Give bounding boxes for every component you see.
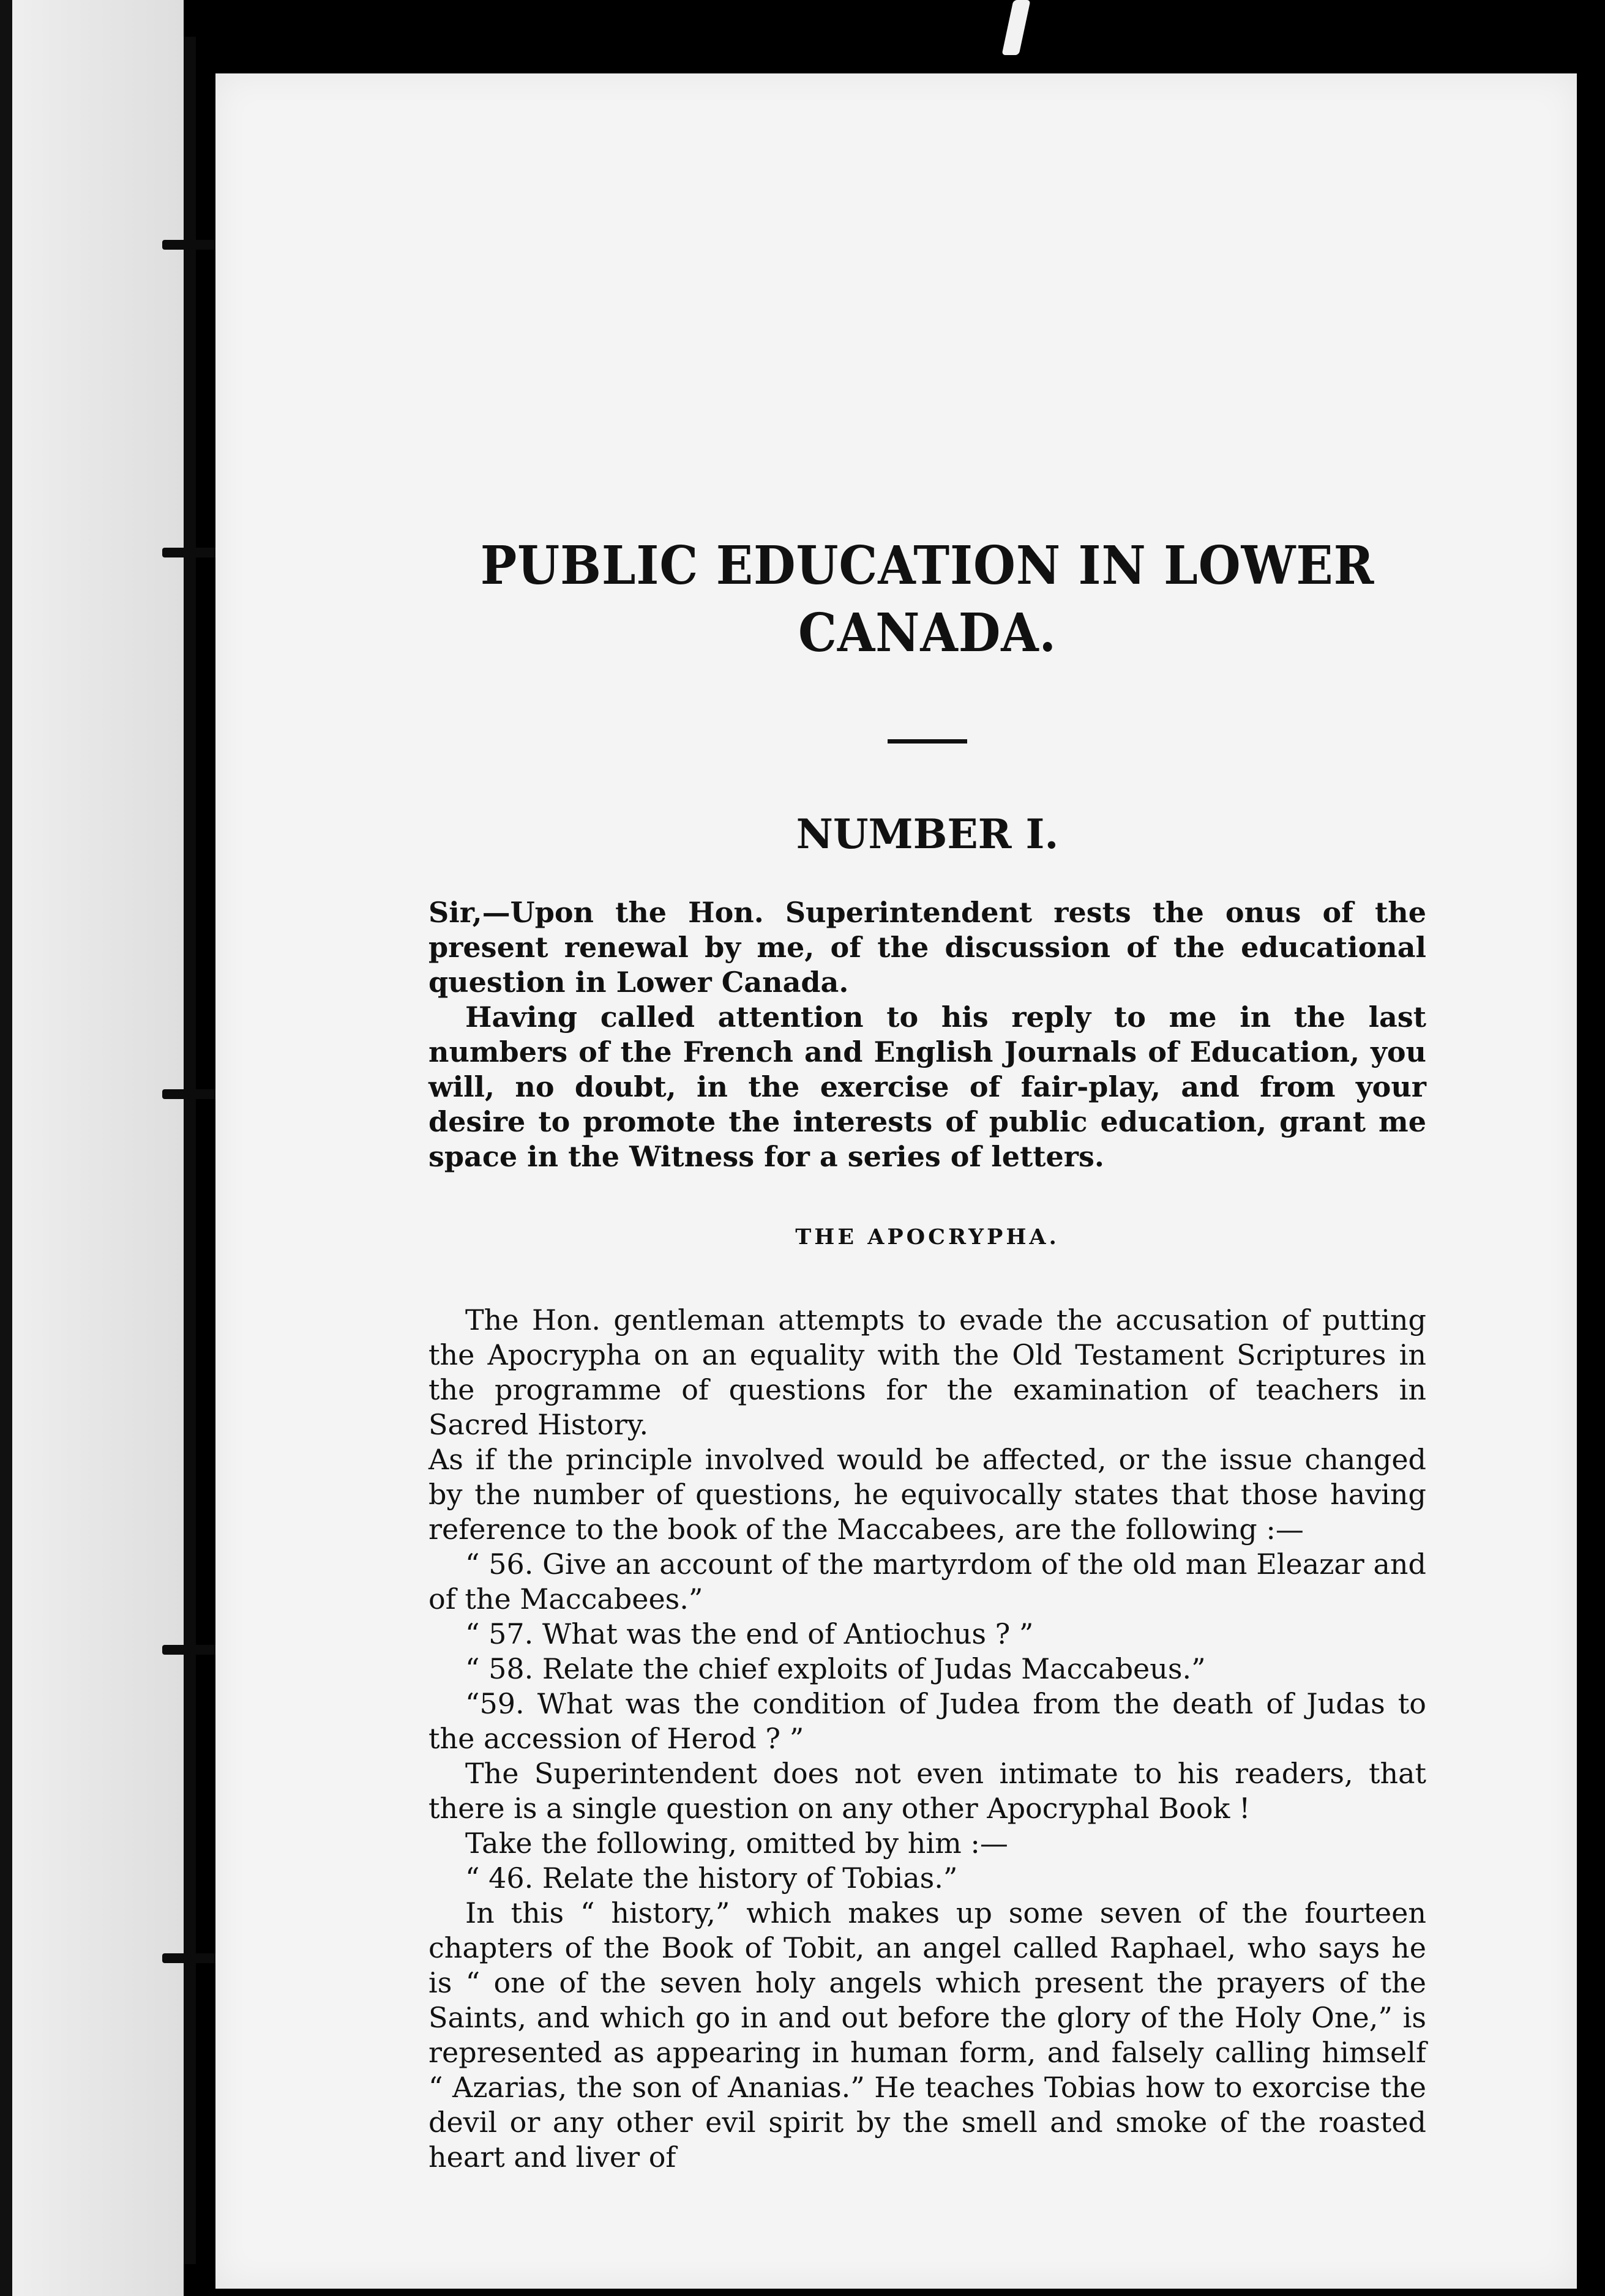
body-paragraph: Take the following, omitted by him :— bbox=[465, 1827, 1008, 1860]
previous-page-margin bbox=[0, 0, 184, 2296]
document-body bbox=[428, 532, 1426, 2175]
question-paragraph: “ 57. What was the end of Antiochus ? ” bbox=[465, 1617, 1034, 1650]
body-paragraph: The Superintendent does not even intimate to his readers, that there is a single question on any other Apocryphal Book ! bbox=[428, 1757, 1426, 1825]
question-paragraph: “59. What was the condition of Judea from the death of Judas to the accession of Herod ? ” bbox=[428, 1687, 1426, 1755]
body-paragraph: As if the principle involved would be affected, or the issue changed by the number of questions, he equivocally states that those having reference to the book of the Maccabees, are the following :— bbox=[428, 1443, 1426, 1546]
intro-paragraph: Having called attention to his reply to me in the last numbers of the French and English Journals of Education, you will, no doubt, in the exercise of fair-play, and from your desire to promote the interests of public education, grant me space in the Witness for a series of letters. bbox=[428, 1001, 1426, 1173]
top-edge-mark bbox=[1001, 0, 1030, 55]
body-block bbox=[428, 1303, 1426, 2175]
question-paragraph: “ 46. Relate the history of Tobias.” bbox=[465, 1862, 958, 1895]
binding-spine bbox=[184, 37, 196, 2264]
document-title: PUBLIC EDUCATION IN LOWER CANADA. bbox=[480, 535, 1375, 664]
intro-paragraph: Sir,—Upon the Hon. Superintendent rests the onus of the present renewal by me, of the discussion of the educational question in Lower Canada. bbox=[428, 896, 1426, 999]
number-heading: NUMBER I. bbox=[796, 810, 1059, 858]
page-edge-shadow bbox=[0, 0, 12, 2296]
question-paragraph: “ 58. Relate the chief exploits of Judas Maccabeus.” bbox=[465, 1652, 1206, 1685]
question-paragraph: “ 56. Give an account of the martyrdom of the old man Eleazar and of the Maccabees.” bbox=[428, 1548, 1426, 1616]
body-paragraph: The Hon. gentleman attempts to evade the accusation of putting the Apocrypha on an equality with the Old Testament Scriptures in the programme of questions for the examination of teachers in Sacred History. bbox=[428, 1303, 1426, 1441]
section-heading: THE APOCRYPHA. bbox=[795, 1224, 1060, 1250]
intro-block bbox=[428, 895, 1426, 1174]
body-paragraph: In this “ history,” which makes up some seven of the fourteen chapters of the Book of Tobit, an angel called Raphael, who says he is “ one of the seven holy angels which present the prayers of the Saints, and which go in and out before the glory of the Holy One,” is represented as appearing in human form, and falsely calling himself “ Azarias, the son of Ananias.” He teaches Tobias how to exorcise the devil or any other evil spirit by the smell and smoke of the roasted heart and liver of bbox=[428, 1896, 1426, 2174]
title-rule bbox=[888, 739, 967, 744]
